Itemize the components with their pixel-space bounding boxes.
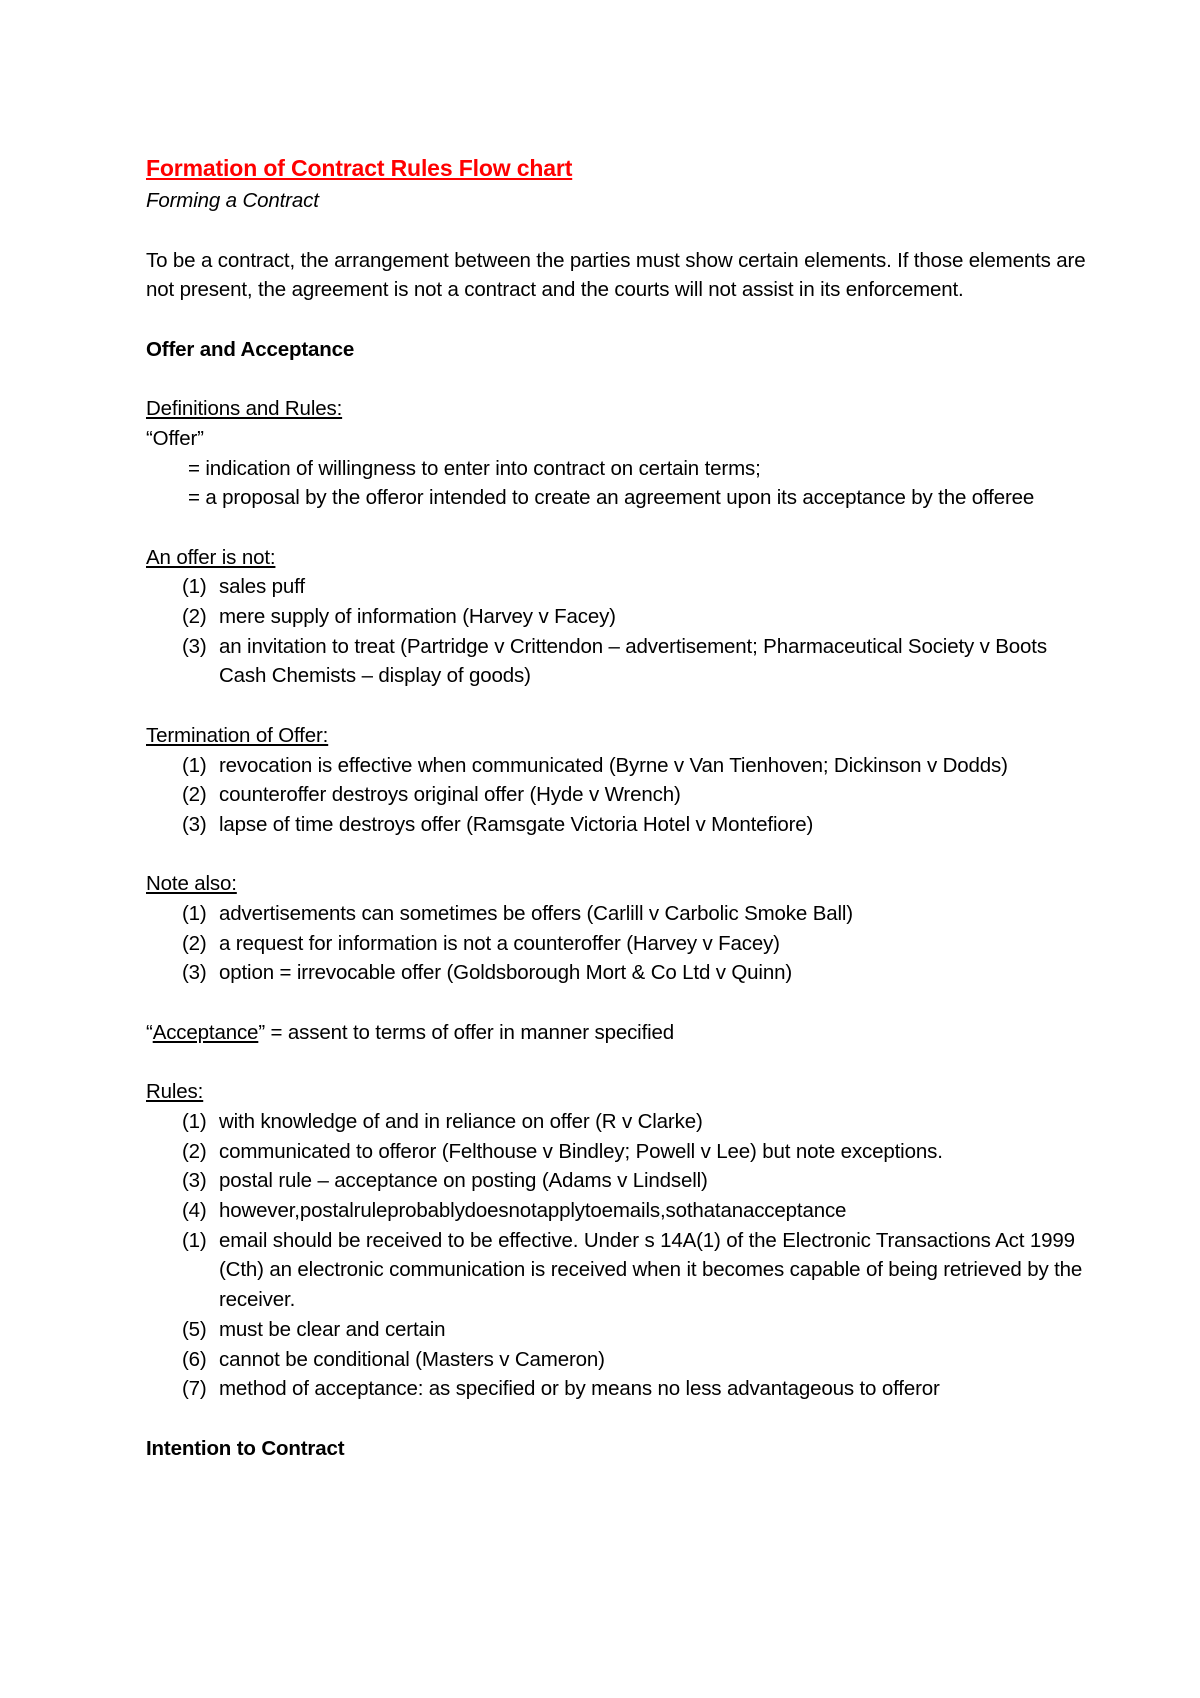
acceptance-rest: ” = assent to terms of offer in manner specified [258,1020,675,1044]
rules-list [146,1107,1096,1404]
list-item-text: however,postalruleprobablydoesnotapplytoemails,sothatanacceptance [219,1199,847,1223]
spacer [146,988,1096,1018]
list-marker: (2) [182,1139,207,1163]
list-item-text: mere supply of information (Harvey v Facey) [219,605,616,629]
list-item-text: lapse of time destroys offer (Ramsgate Victoria Hotel v Montefiore) [219,812,814,836]
list-item [146,810,1096,840]
list-item [146,1137,1096,1167]
list-item-text: advertisements can sometimes be offers (Carlill v Carbolic Smoke Ball) [219,902,853,926]
offer-acceptance-heading: Offer and Acceptance [146,337,355,361]
list-item-text: option = irrevocable offer (Goldsborough Mort & Co Ltd v Quinn) [219,961,793,985]
list-item [146,1166,1096,1196]
list-marker: (1) [182,575,207,599]
offer-definition-2: = a proposal by the offeror intended to create an agreement upon its acceptance by the offeree [188,486,1035,510]
list-item [146,1315,1096,1345]
offer-term: “Offer” [146,426,204,450]
list-item-text: revocation is effective when communicated (Byrne v Van Tienhoven; Dickinson v Dodds) [219,753,1008,777]
list-item [146,1196,1096,1226]
list-item-text: must be clear and certain [219,1317,446,1341]
list-marker: (3) [182,961,207,985]
spacer [146,216,1096,246]
termination-list [146,751,1096,840]
list-item-text: a request for information is not a counteroffer (Harvey v Facey) [219,931,780,955]
list-marker: (2) [182,783,207,807]
list-marker: (1) [182,1228,207,1252]
document-page [146,150,1096,1463]
offer-definition-1: = indication of willingness to enter into contract on certain terms; [188,456,761,480]
list-marker: (1) [182,1109,207,1133]
list-item [146,958,1096,988]
list-item-text: method of acceptance: as specified or by means no less advantageous to offeror [219,1377,940,1401]
list-item [146,899,1096,929]
list-item-text: with knowledge of and in reliance on offer (R v Clarke) [219,1109,703,1133]
definitions-heading: Definitions and Rules: [146,397,343,421]
intro-paragraph: To be a contract, the arrangement between the parties must show certain elements. If those elements are not present, the agreement is not a contract and the courts will not assist in its enforcement. [146,248,1086,302]
offer-not-heading: An offer is not: [146,545,276,569]
note-also-list [146,899,1096,988]
spacer [146,840,1096,870]
list-item-text: sales puff [219,575,305,599]
list-item [146,1345,1096,1375]
list-item [146,780,1096,810]
list-item [146,929,1096,959]
list-marker: (2) [182,931,207,955]
list-marker: (2) [182,605,207,629]
list-item-text: email should be received to be effective. Under s 14A(1) of the Electronic Transactions Act 1999 (Cth) an electronic communication is received when it becomes capable of being retrieved by the receiver. [219,1228,1083,1312]
list-item-text: counteroffer destroys original offer (Hyde v Wrench) [219,783,681,807]
acceptance-open-quote: “ [146,1020,153,1044]
list-marker: (3) [182,1169,207,1193]
list-marker: (7) [182,1377,207,1401]
list-marker: (1) [182,753,207,777]
list-marker: (4) [182,1199,207,1223]
acceptance-definition [146,1018,1096,1048]
list-marker: (3) [182,634,207,658]
list-marker: (5) [182,1317,207,1341]
termination-heading: Termination of Offer: [146,723,329,747]
document-title: Formation of Contract Rules Flow chart [146,155,573,181]
intention-heading: Intention to Contract [146,1436,345,1460]
spacer [146,305,1096,335]
note-also-heading: Note also: [146,872,237,896]
list-item [146,572,1096,602]
spacer [146,513,1096,543]
spacer [146,364,1096,394]
acceptance-term: Acceptance [152,1020,259,1044]
list-marker: (3) [182,812,207,836]
list-item-text: postal rule – acceptance on posting (Adams v Lindsell) [219,1169,708,1193]
list-item [146,1374,1096,1404]
list-item [146,1107,1096,1137]
list-marker: (6) [182,1347,207,1371]
list-item [146,602,1096,632]
list-item [146,632,1096,691]
offer-not-list [146,572,1096,691]
list-item-text: communicated to offeror (Felthouse v Bindley; Powell v Lee) but note exceptions. [219,1139,943,1163]
spacer [146,691,1096,721]
list-item [146,751,1096,781]
rules-heading: Rules: [146,1080,204,1104]
list-item-text: cannot be conditional (Masters v Cameron) [219,1347,605,1371]
list-item-text: an invitation to treat (Partridge v Crittendon – advertisement; Pharmaceutical Society v Boots Cash Chemists – display of goods) [219,634,1047,688]
document-subtitle: Forming a Contract [146,189,319,212]
spacer [146,1404,1096,1434]
list-marker: (1) [182,902,207,926]
list-item [146,1226,1096,1315]
spacer [146,1048,1096,1078]
